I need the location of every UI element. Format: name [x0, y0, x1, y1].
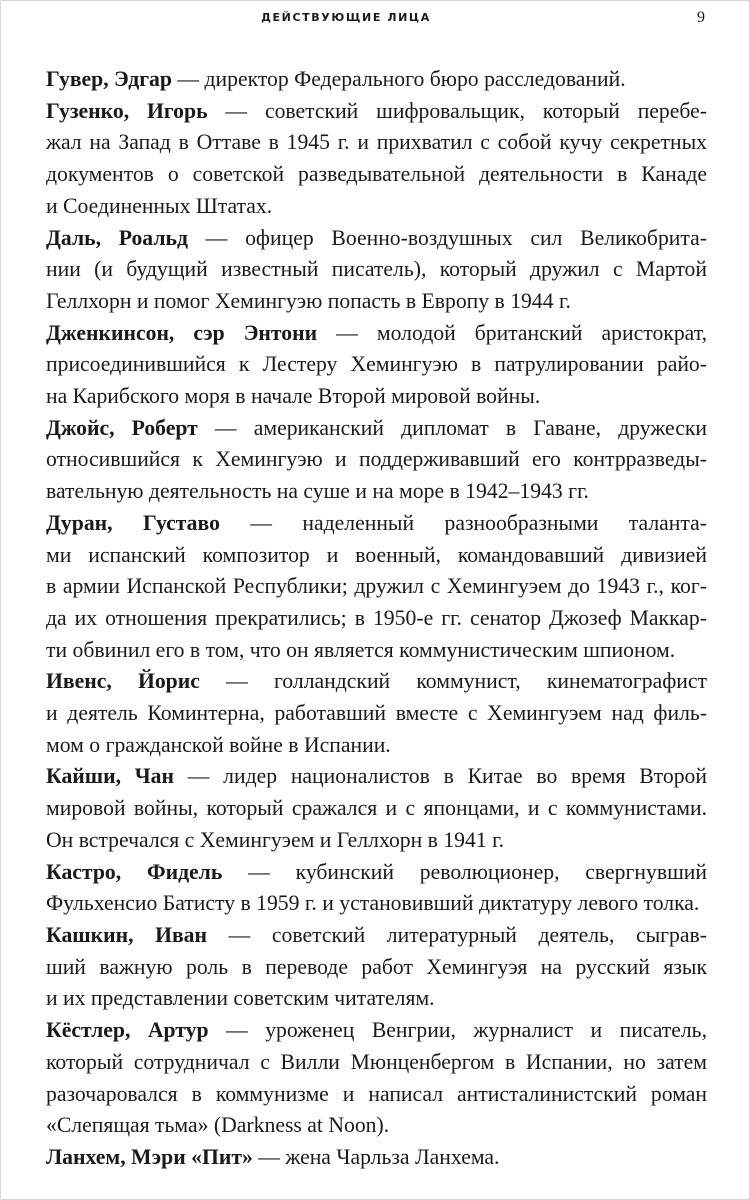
character-name: Кёстлер, Артур [46, 1018, 209, 1043]
character-name: Дуран, Густаво [46, 510, 220, 535]
entry-line: относившийся к Хемингуэю и поддерживавший его контрразведы- [46, 447, 707, 472]
entry-text: — жена Чарльза Ланхема. [252, 1144, 500, 1169]
entry-line [46, 64, 707, 96]
entry-text: — кубинский революционер, свергнувший [222, 859, 707, 884]
entry-line: Фульхенсио Батисту в 1959 г. и установивший диктатуру левого толка. [46, 891, 700, 916]
entry-line [46, 1142, 707, 1174]
running-title: ДЕЙСТВУЮЩИЕ ЛИЦА [261, 11, 431, 24]
character-entry [46, 857, 707, 920]
entry-line [46, 223, 707, 255]
character-entry [46, 761, 707, 856]
entry-line: ми испанский композитор и военный, командовавший дивизией [46, 542, 707, 567]
character-name: Гузенко, Игорь [46, 98, 208, 123]
entry-text: — молодой британский аристократ, [317, 320, 708, 345]
entry-line: ти обвинил его в том, что он является коммунистическим шпионом. [46, 637, 676, 662]
entry-line [46, 857, 707, 889]
entry-text: — голландский коммунист, кинематографист [199, 669, 707, 694]
text-body [46, 64, 707, 1174]
entry-text: — советский литературный деятель, сыграв- [207, 922, 707, 947]
entry-text: — уроженец Венгрии, журналист и писатель, [208, 1018, 707, 1043]
entry-line: и их представлении советским читателям. [46, 986, 435, 1011]
entry-line: разочаровался в коммунизме и написал антисталинистский роман [46, 1081, 707, 1106]
entry-line: и Соединенных Штатах. [46, 193, 273, 218]
character-entry [46, 920, 707, 1015]
entry-line: Он встречался с Хемингуэем и Геллхорн в 1941 г. [46, 827, 505, 852]
entry-line [46, 508, 707, 540]
entry-line: мировой войны, который сражался и с японцами, и с коммунистами. [46, 796, 707, 821]
entry-line [46, 96, 707, 128]
entry-line [46, 761, 707, 793]
running-head [1, 9, 750, 29]
entry-line [46, 413, 707, 445]
entry-line: на Карибского моря в начале Второй мировой войны. [46, 384, 541, 409]
entry-text: — наделенный разнообразными таланта- [219, 510, 707, 535]
entry-line: и деятель Коминтерна, работавший вместе с Хемингуэем над филь- [46, 701, 707, 726]
character-name: Кастро, Фидель [46, 859, 223, 884]
entry-line: да их отношения прекратились; в 1950-е гг. сенатор Джозеф Маккар- [46, 605, 707, 630]
entry-text: — лидер националистов в Китае во время Второй [174, 764, 707, 789]
entry-text: — офицер Военно-воздушных сил Великобрита- [187, 225, 707, 250]
entry-line: Геллхорн и помог Хемингуэю попасть в Европу в 1944 г. [46, 288, 571, 313]
character-name: Ланхем, Мэри «Пит» [46, 1144, 253, 1169]
character-entry [46, 508, 707, 667]
entry-line: нии (и будущий известный писатель), который дружил с Мартой [46, 257, 707, 282]
character-name: Кайши, Чан [46, 764, 174, 789]
character-entry [46, 1142, 707, 1174]
entry-line: документов о советской разведывательной деятельности в Канаде [46, 162, 707, 187]
entry-line [46, 318, 707, 350]
entry-line: в армии Испанской Республики; дружил с Хемингуэем до 1943 г., ког- [46, 574, 707, 599]
character-entry [46, 64, 707, 96]
entry-line: мом о гражданской войне в Испании. [46, 732, 391, 757]
character-name: Даль, Роальд [46, 225, 188, 250]
page-number: 9 [697, 9, 705, 26]
character-name: Ивенс, Йорис [46, 669, 200, 694]
entry-text: — американский дипломат в Гаване, дружески [197, 415, 707, 440]
character-entry [46, 223, 707, 318]
character-entry [46, 413, 707, 508]
character-entry [46, 1015, 707, 1142]
character-entry [46, 96, 707, 223]
character-name: Гувер, Эдгар [46, 67, 172, 91]
entry-text: — директор Федерального бюро расследований. [171, 67, 626, 91]
character-name: Дженкинсон, сэр Энтони [46, 320, 318, 345]
entry-line: жал на Запад в Оттаве в 1945 г. и прихватил с собой кучу секретных [46, 130, 707, 155]
entry-line: «Слепящая тьма» (Darkness at Noon). [46, 1113, 390, 1138]
character-entry [46, 666, 707, 761]
character-name: Джойс, Роберт [46, 415, 198, 440]
entry-line [46, 666, 707, 698]
entry-line: присоединившийся к Лестеру Хемингуэю в патрулировании райо- [46, 352, 707, 377]
entry-line [46, 920, 707, 952]
character-name: Кашкин, Иван [46, 922, 208, 947]
entry-line: который сотрудничал с Вилли Мюнценбергом в Испании, но затем [46, 1049, 707, 1074]
entry-line: вательную деятельность на суше и на море в 1942–1943 гг. [46, 479, 589, 504]
entry-line: ший важную роль в переводе работ Хемингуэя на русский язык [46, 954, 707, 979]
character-entry [46, 318, 707, 413]
entry-line [46, 1015, 707, 1047]
entry-text: — советский шифровальщик, который перебе- [207, 98, 707, 123]
